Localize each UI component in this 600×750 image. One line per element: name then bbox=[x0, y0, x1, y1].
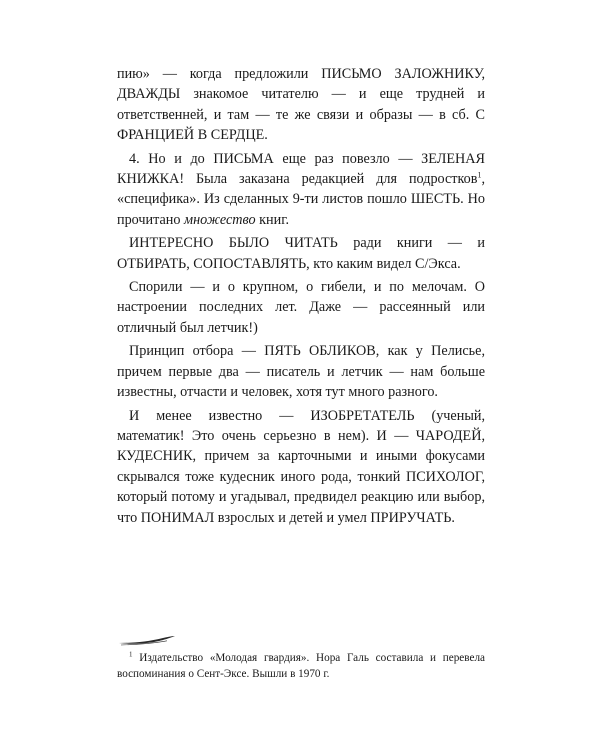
footnote-text bbox=[117, 650, 485, 682]
paragraph-2-italic: множество bbox=[184, 211, 256, 228]
paragraph-2-part-b: , «специфика». Из сделанных 9-ти листов пошло ШЕСТЬ. Но прочитано bbox=[117, 171, 485, 228]
footnote bbox=[117, 650, 485, 682]
paragraph-2 bbox=[117, 149, 485, 231]
paragraph-6: И менее известно — ИЗОБРЕТАТЕЛЬ (ученый, математик! Это очень серьезно в нем). И — ЧАРОДЕЙ, КУДЕСНИК, причем за карточными и иными фокусами скрывался тоже кудесник иного рода, тонкий ПСИХОЛОГ, который потому и угадывал, предвидел реакцию или выбор, что ПОНИМАЛ взрослых и детей и умел ПРИРУЧАТЬ. bbox=[117, 407, 485, 526]
paragraph-5: Принцип отбора — ПЯТЬ ОБЛИКОВ, как у Пелисье, причем первые два — писатель и летчик — нам больше известны, отчасти и человек, хотя тут много разного. bbox=[117, 343, 485, 401]
main-text bbox=[117, 64, 485, 531]
footnote-separator-ornament bbox=[117, 634, 177, 646]
paragraph-2-part-c: книг. bbox=[255, 211, 289, 228]
footnote-mark: 1 bbox=[129, 650, 133, 659]
paragraph-2-part-a: 4. Но и до ПИСЬМА еще раз повезло — ЗЕЛЕНАЯ КНИЖКА! Была заказана редакцией для подростков bbox=[117, 150, 485, 188]
paragraph-1: пию» — когда предложили ПИСЬМО ЗАЛОЖНИКУ, ДВАЖДЫ знакомое читателю — и еще трудней и ответственней, и там — те же связи и образы — в сб. С ФРАНЦИЕЙ В СЕРДЦЕ. bbox=[117, 66, 485, 144]
paragraph-4: Спорили — и о крупном, о гибели, и по мелочам. О настроении последних лет. Даже — рассеянный или отличный был летчик!) bbox=[117, 279, 485, 336]
footnote-body: Издательство «Молодая гвардия». Нора Галь составила и перевела воспоминания о Сент-Эксе. Вышли в 1970 г. bbox=[117, 652, 485, 680]
footnote-reference[interactable]: 1 bbox=[477, 170, 482, 180]
paragraph-3: ИНТЕРЕСНО БЫЛО ЧИТАТЬ ради книги — и ОТБИРАТЬ, СОПОСТАВЛЯТЬ, кто каким видел С/Экса. bbox=[117, 235, 485, 272]
